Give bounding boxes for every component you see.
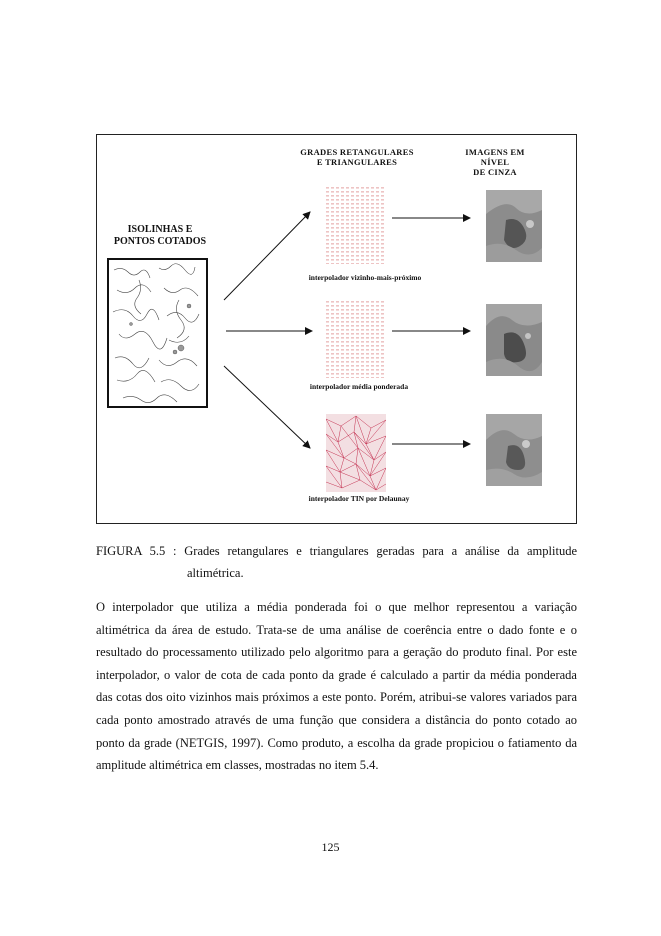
grid-tin-delaunay — [326, 414, 386, 492]
grid-nearest-neighbor-pattern — [326, 186, 386, 264]
interpolator-label-weighted: interpolador média ponderada — [309, 382, 409, 391]
grids-header — [290, 147, 424, 167]
images-header-line1: IMAGENS EM NÍVEL — [465, 147, 525, 167]
isoline-map — [107, 258, 208, 408]
grey-image-weighted-average — [486, 304, 542, 376]
grey-image-tin-delaunay — [486, 414, 542, 486]
grid-weighted-average-pattern — [326, 300, 386, 378]
grid-nearest-neighbor — [326, 186, 386, 264]
source-label — [110, 224, 210, 248]
figure-caption-line1: FIGURA 5.5 : Grades retangulares e triangulares geradas para a análise da amplitude — [96, 544, 577, 558]
grid-weighted-average — [326, 300, 386, 378]
grids-header-line2: E TRIANGULARES — [316, 157, 398, 167]
grid-tin-delaunay-mesh — [326, 414, 386, 492]
images-header-line2: DE CINZA — [473, 167, 517, 177]
grey-image-nearest-neighbor-shading — [486, 190, 542, 262]
figure-caption-line2: altimétrica. — [187, 566, 244, 580]
source-label-line2: PONTOS COTADOS — [113, 236, 207, 247]
source-label-line1: ISOLINHAS E — [127, 224, 193, 235]
grey-image-tin-delaunay-shading — [486, 414, 542, 486]
figure-caption — [96, 540, 577, 584]
grey-image-weighted-average-shading — [486, 304, 542, 376]
images-header — [450, 147, 540, 177]
grey-image-nearest-neighbor — [486, 190, 542, 262]
page-number: 125 — [321, 840, 340, 854]
interpolator-label-tin: interpolador TIN por Delaunay — [308, 494, 410, 503]
isoline-drawing — [109, 260, 206, 406]
body-paragraph: O interpolador que utiliza a média ponderada foi o que melhor representou a variação altimétrica da área de estudo. Trata-se de uma análise de coerência entre o dado fonte e o resultado do processamento utilizado pelo algoritmo para a geração do produto final. Por este interpolador, o valor de cota de cada ponto da grade é calculado a partir da média ponderada das cotas dos oito vizinhos mais próximos a este ponto. Porém, atribui-se valores variados para cada ponto amostrado através de uma função que considera a distância do ponto cotado ao ponto da grade (NETGIS, 1997). Como produto, a escolha da grade propiciou o fatiamento da amplitude altimétrica em classes, mostradas no item 5.4. — [96, 600, 577, 773]
grids-header-line1: GRADES RETANGULARES — [300, 147, 414, 157]
interpolator-label-nearest: interpolador vizinho-mais-próximo — [308, 273, 422, 282]
